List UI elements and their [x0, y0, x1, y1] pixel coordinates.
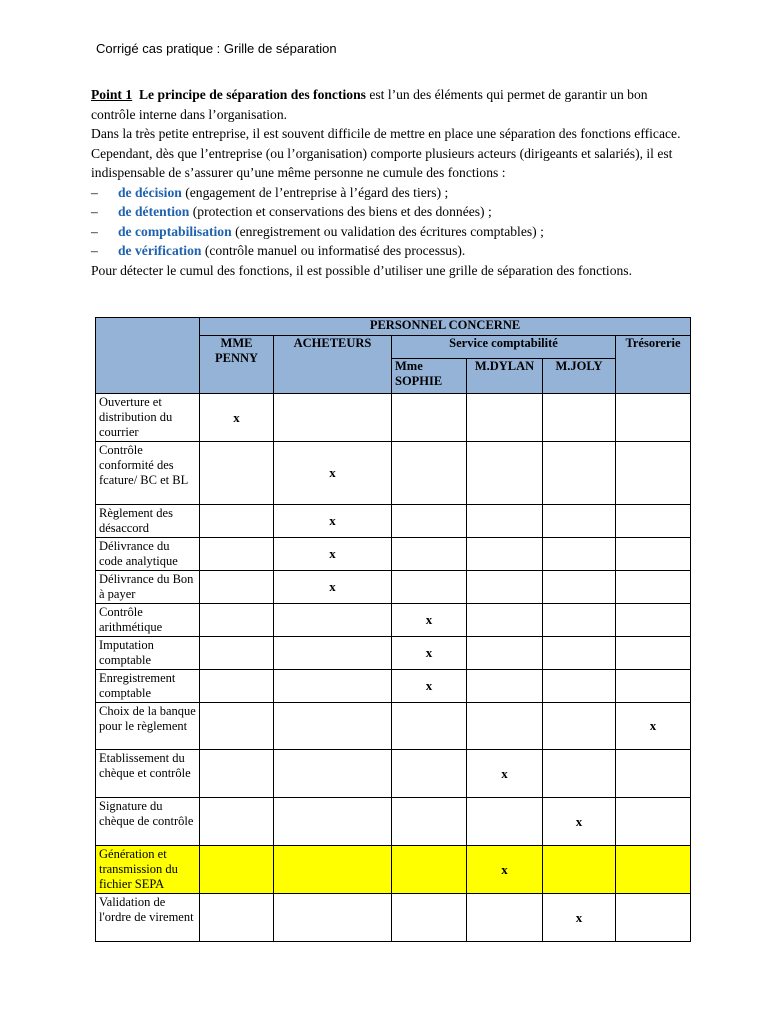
grid-row	[96, 894, 691, 942]
grid-cell	[616, 604, 691, 637]
assignment-mark: x	[543, 894, 616, 942]
bullet-text: (engagement de l’entreprise à l’égard des tiers) ;	[181, 184, 449, 200]
grid-cell	[616, 798, 691, 846]
grid-row	[96, 604, 691, 637]
bullet-keyword: de comptabilisation	[118, 223, 232, 239]
row-label: Imputation comptable	[96, 637, 200, 670]
grid-cell	[392, 894, 467, 942]
grid-cell	[200, 750, 274, 798]
grid-cell	[543, 394, 616, 442]
grid-cell	[543, 670, 616, 703]
dash-glyph: –	[91, 243, 98, 258]
grid-cell	[200, 442, 274, 505]
bullet-keyword: de décision	[118, 184, 182, 200]
row-label: Contrôle conformité des fcature/ BC et BL	[96, 442, 200, 505]
grid-row	[96, 442, 691, 505]
row-label: Règlement des désaccord	[96, 505, 200, 538]
document-title: Corrigé cas pratique : Grille de séparation	[96, 41, 337, 56]
bullet-detention	[91, 202, 691, 222]
grid-cell	[392, 846, 467, 894]
grid-row	[96, 798, 691, 846]
col-header-mme-penny: MME PENNY	[200, 336, 274, 394]
grid-cell	[543, 703, 616, 750]
col-header-m-dylan: M.DYLAN	[467, 359, 543, 394]
grid-cell	[274, 750, 392, 798]
grid-row	[96, 538, 691, 571]
grid-cell	[274, 670, 392, 703]
grid-cell	[200, 604, 274, 637]
grid-cell	[274, 604, 392, 637]
grid-cell	[467, 894, 543, 942]
row-label: Etablissement du chèque et contrôle	[96, 750, 200, 798]
row-label: Signature du chèque de contrôle	[96, 798, 200, 846]
grid-cell	[616, 750, 691, 798]
assignment-mark: x	[274, 571, 392, 604]
grid-cell	[616, 571, 691, 604]
grid-cell	[200, 571, 274, 604]
grid-cell	[616, 442, 691, 505]
dash-glyph: –	[91, 204, 98, 219]
row-label: Validation de l'ordre de virement	[96, 894, 200, 942]
grid-cell	[200, 846, 274, 894]
row-label: Délivrance du code analytique	[96, 538, 200, 571]
grid-row	[96, 703, 691, 750]
grid-cell	[274, 798, 392, 846]
row-label: Génération et transmission du fichier SEPA	[96, 846, 200, 894]
bullet-text: (contrôle manuel ou informatisé des processus).	[201, 243, 466, 258]
assignment-mark: x	[467, 750, 543, 798]
grid-cell	[543, 637, 616, 670]
assignment-mark: x	[543, 798, 616, 846]
assignment-mark: x	[274, 442, 392, 505]
assignment-mark: x	[467, 846, 543, 894]
bullet-text: (enregistrement ou validation des écritures comptables) ;	[231, 223, 544, 239]
separation-grid-table	[95, 317, 691, 942]
grid-cell	[467, 394, 543, 442]
bullet-verification	[91, 241, 691, 261]
grid-cell	[200, 637, 274, 670]
assignment-mark: x	[392, 670, 467, 703]
assignment-mark: x	[274, 538, 392, 571]
grid-cell	[467, 670, 543, 703]
grid-cell	[467, 538, 543, 571]
row-label: Délivrance du Bon à payer	[96, 571, 200, 604]
grid-cell	[392, 442, 467, 505]
bullet-decision	[91, 183, 691, 203]
grid-row	[96, 571, 691, 604]
point-heading: Le principe de séparation des fonctions	[138, 87, 366, 102]
grid-body	[96, 394, 691, 942]
grid-cell	[543, 442, 616, 505]
grid-row	[96, 670, 691, 703]
row-label: Contrôle arithmétique	[96, 604, 200, 637]
grid-cell	[392, 571, 467, 604]
col-header-mme-sophie: Mme SOPHIE	[392, 359, 467, 394]
col-header-m-joly: M.JOLY	[543, 359, 616, 394]
grid-cell	[616, 846, 691, 894]
grid-cell	[392, 798, 467, 846]
paragraph-acteurs: Cependant, dès que l’entreprise (ou l’organisation) comporte plusieurs acteurs (dirigeants et salariés), il est indispensable de s’assurer qu’une même personne ne cumule des fonctions :	[91, 145, 673, 180]
grid-cell	[616, 637, 691, 670]
grid-cell	[616, 670, 691, 703]
grid-cell	[274, 894, 392, 942]
col-header-service-comptabilite: Service comptabilité	[392, 336, 616, 359]
grid-cell	[467, 798, 543, 846]
grid-cell	[543, 571, 616, 604]
grid-cell	[200, 798, 274, 846]
assignment-mark: x	[392, 637, 467, 670]
grid-cell	[200, 505, 274, 538]
grid-cell	[200, 894, 274, 942]
grid-cell	[616, 505, 691, 538]
grid-cell	[616, 894, 691, 942]
dash-glyph: –	[91, 223, 98, 239]
personnel-concerne-header: PERSONNEL CONCERNE	[200, 318, 691, 336]
grid-cell	[392, 394, 467, 442]
grid-cell	[543, 604, 616, 637]
grid-cell	[200, 538, 274, 571]
grid-cell	[392, 538, 467, 571]
row-label: Enregistrement comptable	[96, 670, 200, 703]
row-label: Ouverture et distribution du courrier	[96, 394, 200, 442]
grid-cell	[467, 637, 543, 670]
grid-cell	[274, 394, 392, 442]
grid-cell	[274, 846, 392, 894]
point-sentence: est l’un des éléments qui permet de garantir un bon contrôle interne dans l’organisation.	[91, 87, 648, 122]
grid-cell	[467, 505, 543, 538]
grid-cell	[467, 571, 543, 604]
grid-cell	[392, 505, 467, 538]
assignment-mark: x	[200, 394, 274, 442]
col-header-tresorerie: Trésorerie	[616, 336, 691, 394]
point-1-paragraph	[91, 85, 691, 124]
bullet-keyword: de vérification	[118, 243, 202, 258]
assignment-mark: x	[392, 604, 467, 637]
grid-cell	[543, 750, 616, 798]
grid-row	[96, 637, 691, 670]
grid-cell	[200, 670, 274, 703]
grid-row	[96, 846, 691, 894]
grid-cell	[274, 637, 392, 670]
paragraph-tpe: Dans la très petite entreprise, il est souvent difficile de mettre en place une séparation des fonctions efficace.	[91, 126, 681, 141]
grid-cell	[467, 604, 543, 637]
header-corner-cell	[96, 318, 200, 394]
grid-row	[96, 750, 691, 798]
grid-cell	[467, 442, 543, 505]
point-label: Point 1	[91, 87, 133, 102]
bullet-text: (protection et conservations des biens et des données) ;	[189, 204, 492, 219]
bullet-comptabilisation	[91, 222, 691, 242]
assignment-mark: x	[616, 703, 691, 750]
row-label: Choix de la banque pour le règlement	[96, 703, 200, 750]
col-header-acheteurs: ACHETEURS	[274, 336, 392, 394]
grid-cell	[543, 505, 616, 538]
grid-cell	[467, 703, 543, 750]
grid-cell	[616, 394, 691, 442]
intro-text	[91, 85, 691, 280]
grid-cell	[543, 846, 616, 894]
grid-cell	[200, 703, 274, 750]
grid-row	[96, 505, 691, 538]
grid-cell	[543, 538, 616, 571]
grid-cell	[274, 703, 392, 750]
grid-cell	[616, 538, 691, 571]
grid-cell	[392, 750, 467, 798]
grid-cell	[392, 703, 467, 750]
bullet-keyword: de détention	[118, 204, 190, 219]
assignment-mark: x	[274, 505, 392, 538]
grid-row	[96, 394, 691, 442]
dash-glyph: –	[91, 184, 98, 200]
paragraph-grille: Pour détecter le cumul des fonctions, il est possible d’utiliser une grille de séparation des fonctions.	[91, 262, 632, 278]
